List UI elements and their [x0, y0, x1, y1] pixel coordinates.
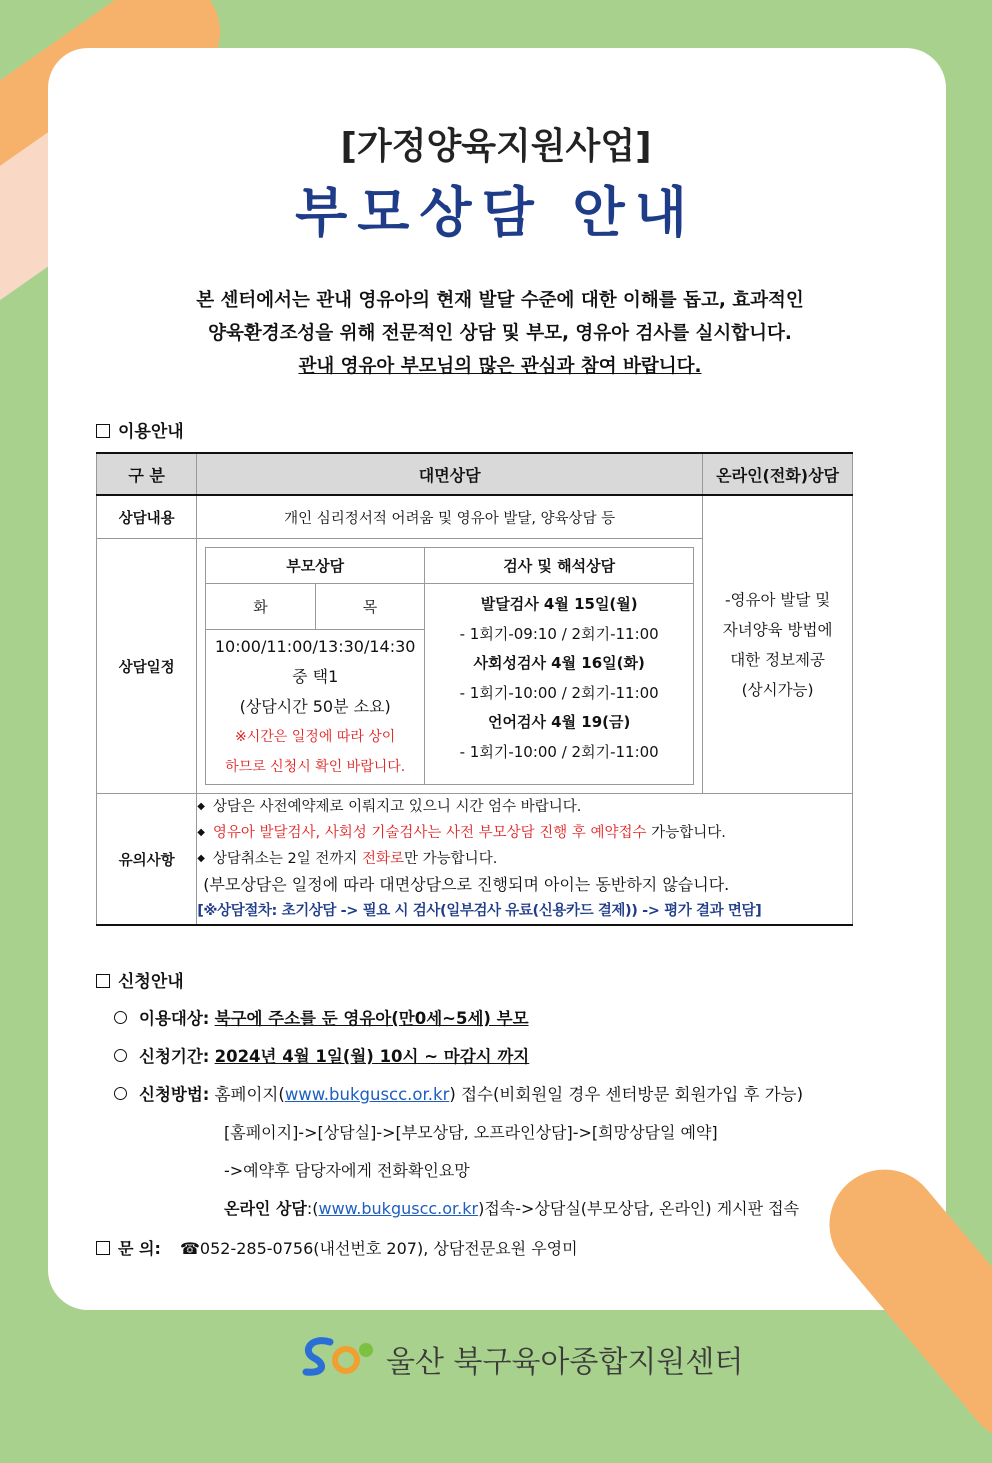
- note-2-text: 가능합니다.: [646, 825, 726, 841]
- apply-target: [114, 1005, 529, 1029]
- test2-title: 사회성검사 4월 16일(화): [473, 654, 645, 672]
- footer-logo: [300, 1330, 744, 1380]
- online-line-2: 자녀양육 방법에: [722, 620, 833, 639]
- online-consult-link[interactable]: www.bukguscc.or.kr: [318, 1199, 479, 1218]
- test1-times: - 1회기-09:10 / 2회기-11:00: [459, 624, 659, 643]
- parent-choose: 중 택1: [292, 667, 339, 686]
- schedule-days-row: [206, 584, 694, 630]
- note-3-red-text: 전화로: [362, 851, 405, 867]
- table-row-content: [97, 495, 853, 539]
- online-line-4: (상시가능): [741, 680, 814, 699]
- note-2: [197, 820, 852, 846]
- test-schedule-cell: [425, 584, 694, 785]
- header-category: 구 분: [97, 453, 197, 495]
- test3-times: - 1회기-10:00 / 2회기-11:00: [459, 742, 659, 761]
- page-title: 부모상담 안내: [295, 181, 697, 244]
- note-5-procedure: [※상담절차: 초기상담 -> 필요 시 검사(일부검사 유료(신용카드 결제)) -> 평가 결과 면담]: [197, 903, 762, 919]
- usage-heading-label: 이용안내: [118, 422, 184, 442]
- intro-text: [120, 284, 880, 383]
- day-tue: 화: [206, 584, 316, 630]
- apply-heading: [96, 967, 184, 992]
- schedule-cell: [197, 539, 703, 794]
- note-2-red-text: 영유아 발달검사, 사회성 기술검사는 사전 부모상담 진행 후 예약접수: [212, 825, 647, 841]
- online-line-3: 대한 정보제공: [730, 650, 825, 669]
- apply-online-pre: :(: [306, 1199, 319, 1218]
- schedule-test-header: 검사 및 해석상담: [425, 548, 694, 584]
- note-3-text-pre: 상담취소는 2일 전까지: [212, 851, 363, 867]
- apply-path: [홈페이지]->[상담실]->[부모상담, 오프라인상담]->[희망상담일 예약]: [224, 1123, 718, 1142]
- checkbox-square-icon: [96, 424, 110, 438]
- note-3-text-post: 만 가능합니다.: [404, 851, 498, 867]
- apply-method: [114, 1081, 803, 1105]
- contact-value: 052-285-0756(내선번호 207), 상담전문요원 우영미: [199, 1239, 578, 1258]
- org-name: 울산 북구육아종합지원센터: [386, 1345, 744, 1380]
- checkbox-square-icon: [96, 974, 110, 988]
- diamond-bullet-icon: ◆: [197, 827, 205, 838]
- test3-title: 언어검사 4월 19(금): [487, 713, 631, 731]
- note-1: [197, 794, 852, 820]
- notes-cell: [197, 794, 853, 926]
- apply-period-value: 2024년 4월 1일(월) 10시 ~ 마감시 까지: [214, 1047, 530, 1066]
- note-3: [197, 846, 852, 872]
- circle-bullet-icon: [114, 1011, 127, 1024]
- parent-times-cell: [206, 630, 425, 785]
- center-logo-icon: [300, 1330, 380, 1380]
- apply-method-post: ) 접수(비회원일 경우 센터방문 회원가입 후 가능): [449, 1085, 804, 1104]
- intro-line-3: 관내 영유아 부모님의 많은 관심과 참여 바랍니다.: [298, 356, 702, 377]
- usage-heading: [96, 417, 184, 442]
- table-row-notes: [97, 794, 853, 926]
- usage-table: [96, 452, 853, 926]
- row-schedule-label: 상담일정: [97, 539, 197, 794]
- note-4: (부모상담은 일정에 따라 대면상담으로 진행되며 아이는 동반하지 않습니다.: [203, 875, 730, 894]
- day-thu: 목: [315, 584, 425, 630]
- circle-bullet-icon: [114, 1049, 127, 1062]
- apply-confirm: ->예약후 담당자에게 전화확인요망: [224, 1161, 470, 1180]
- test2-times: - 1회기-10:00 / 2회기-11:00: [459, 683, 659, 702]
- online-line-1: -영유아 발달 및: [724, 590, 831, 609]
- apply-method-pre: 홈페이지(: [214, 1085, 285, 1104]
- apply-online-post: )접속->상담실(부모상담, 온라인) 게시판 접속: [478, 1199, 800, 1218]
- intro-line-2: 양육환경조성을 위해 전문적인 상담 및 부모, 영유아 검사를 실시합니다.: [208, 323, 792, 344]
- intro-line-1: 본 센터에서는 관내 영유아의 현재 발달 수준에 대한 이해를 돕고, 효과적인: [196, 290, 804, 311]
- parent-duration: (상담시간 50분 소요): [239, 697, 391, 716]
- apply-method-label: 신청방법:: [139, 1085, 210, 1104]
- schedule-inner-table: [205, 547, 694, 785]
- parent-times: 10:00/11:00/13:30/14:30: [214, 637, 416, 656]
- test1-title: 발달검사 4월 15일(월): [480, 595, 638, 613]
- apply-target-label: 이용대상:: [139, 1009, 210, 1028]
- diamond-bullet-icon: ◆: [197, 801, 205, 812]
- apply-heading-label: 신청안내: [118, 972, 184, 992]
- apply-online: [224, 1196, 799, 1219]
- parent-notice-2: 하므로 신청시 확인 바랍니다.: [225, 759, 406, 775]
- schedule-parent-header: 부모상담: [206, 548, 425, 584]
- header-inperson: 대면상담: [197, 453, 703, 495]
- diamond-bullet-icon: ◆: [197, 853, 205, 864]
- apply-target-value: 북구에 주소를 둔 영유아(만0세~5세) 부모: [214, 1009, 529, 1028]
- phone-icon: ☎: [179, 1239, 200, 1258]
- online-info-cell: [703, 495, 853, 794]
- circle-bullet-icon: [114, 1087, 127, 1100]
- apply-period: [114, 1043, 529, 1067]
- homepage-link[interactable]: www.bukguscc.or.kr: [284, 1085, 450, 1104]
- page-subtitle: [가정양육지원사업]: [340, 126, 652, 167]
- header-online: 온라인(전화)상담: [703, 453, 853, 495]
- table-header-row: [97, 453, 853, 495]
- apply-period-label: 신청기간:: [139, 1047, 210, 1066]
- checkbox-square-icon: [96, 1241, 110, 1255]
- row-notes-label: 유의사항: [97, 794, 197, 926]
- apply-online-label: 온라인 상담: [224, 1199, 307, 1218]
- parent-notice-1: ※시간은 일정에 따라 상이: [235, 729, 396, 745]
- contact-line: [96, 1236, 578, 1259]
- contact-label: 문 의:: [118, 1239, 161, 1258]
- note-1-text: 상담은 사전예약제로 이뤄지고 있으니 시간 엄수 바랍니다.: [212, 799, 582, 815]
- row-content-label: 상담내용: [97, 495, 197, 539]
- schedule-header-row: [206, 548, 694, 584]
- row-content-value: 개인 심리정서적 어려움 및 영유아 발달, 양육상담 등: [197, 495, 703, 539]
